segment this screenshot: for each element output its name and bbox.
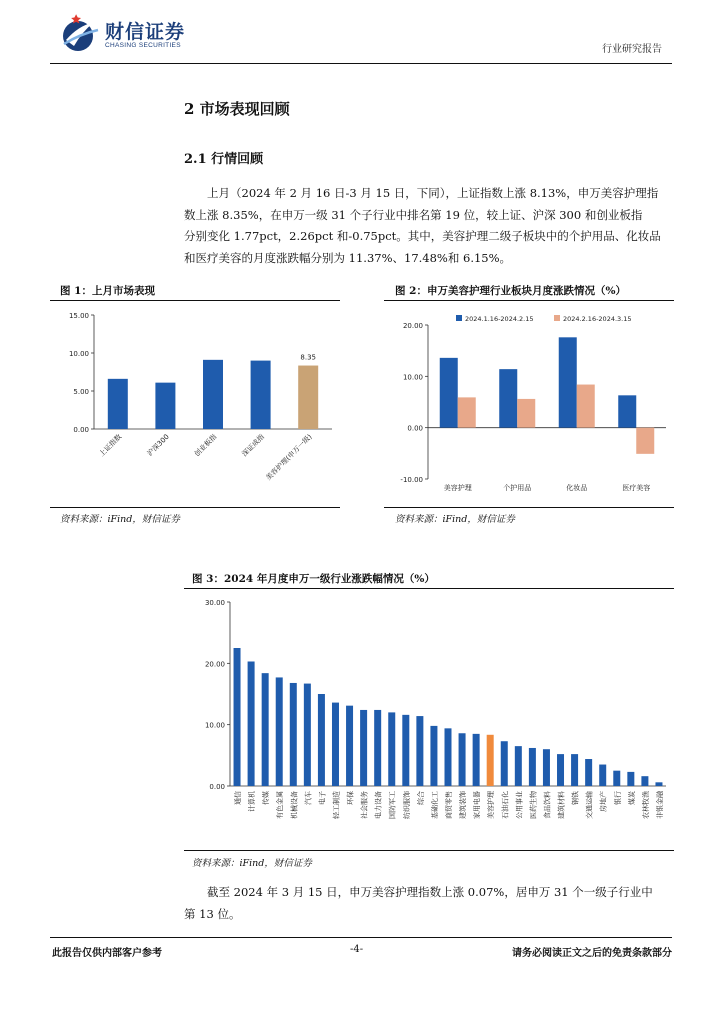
fig1-x-tick-label: 美容护理(申万一级) xyxy=(264,432,314,482)
fig2-bar xyxy=(577,385,595,428)
fig3-bar xyxy=(529,748,536,786)
logo-emblem-icon xyxy=(60,14,100,54)
fig2-y-tick-label: 10.00 xyxy=(402,373,423,382)
fig1-x-tick-label: 沪深300 xyxy=(145,432,171,458)
fig3-x-tick-label: 建筑材料 xyxy=(557,791,566,819)
fig2-beauty-care-chart xyxy=(384,303,674,503)
fig2-bar xyxy=(458,397,476,427)
fig1-bar xyxy=(155,383,175,429)
fig3-x-tick-label: 建筑装饰 xyxy=(459,791,468,819)
fig3-x-tick-label: 商贸零售 xyxy=(445,791,453,819)
fig3-x-tick-label: 电子 xyxy=(318,791,327,805)
fig2-legend-label: 2024.2.16-2024.3.15 xyxy=(563,315,632,323)
closing-paragraph xyxy=(184,882,674,925)
paragraph-line: 数上涨 8.35%，在申万一级 31 个子行业中排名第 19 位，较上证、沪深 300 和创业板指 xyxy=(184,207,643,222)
fig1-bar xyxy=(108,379,128,429)
fig3-bar xyxy=(655,782,662,786)
fig3-bar xyxy=(402,715,409,786)
fig3-bar xyxy=(318,694,325,786)
fig3-bar xyxy=(346,706,353,786)
logo-name-cn: 财信证券 xyxy=(105,21,186,43)
fig3-x-tick-label: 汽车 xyxy=(304,791,313,805)
fig1-top-rule xyxy=(50,300,340,301)
fig1-bar xyxy=(298,366,318,429)
fig2-x-tick-label: 医疗美容 xyxy=(622,484,651,492)
logo-name-en: CHASING SECURITIES xyxy=(105,42,181,49)
fig3-x-tick-label: 传媒 xyxy=(262,791,271,805)
fig3-x-tick-label: 轻工制造 xyxy=(332,791,341,819)
fig2-title: 图 2：申万美容护理行业板块月度涨跌情况（%） xyxy=(395,285,626,297)
fig3-y-tick-label: 10.00 xyxy=(204,721,225,730)
fig3-bar xyxy=(571,754,578,786)
fig3-x-tick-label: 房地产 xyxy=(599,791,608,812)
fig2-top-rule xyxy=(384,300,674,301)
fig2-bar xyxy=(499,369,517,428)
intro-paragraph xyxy=(184,183,674,269)
page-number: -4- xyxy=(350,944,364,955)
fig3-bar xyxy=(501,741,508,786)
fig3-bar xyxy=(641,776,648,786)
fig3-bar xyxy=(459,733,466,786)
fig3-x-tick-label: 银行 xyxy=(613,791,622,805)
fig3-x-tick-label: 通信 xyxy=(234,791,243,805)
fig3-bar xyxy=(388,712,395,786)
fig3-x-tick-label: 综合 xyxy=(416,791,425,805)
fig1-title: 图 1：上月市场表现 xyxy=(60,285,155,297)
fig3-bar xyxy=(290,683,297,786)
fig3-bar xyxy=(430,726,437,786)
fig2-bar xyxy=(636,428,654,454)
footer-disclaimer-right: 请务必阅读正文之后的免责条款部分 xyxy=(512,948,672,959)
fig3-x-tick-label: 煤炭 xyxy=(627,791,636,805)
fig3-bar xyxy=(445,728,452,786)
fig1-y-tick-label: 15.00 xyxy=(68,312,89,320)
fig2-x-tick-label: 化妆品 xyxy=(566,484,588,492)
fig3-bar xyxy=(613,771,620,786)
fig3-x-tick-label: 有色金属 xyxy=(276,791,285,819)
doc-type-label: 行业研究报告 xyxy=(602,44,662,55)
fig3-bar xyxy=(599,765,606,786)
fig3-bar xyxy=(374,710,381,786)
fig1-bar xyxy=(203,360,223,429)
fig3-bar xyxy=(627,772,634,786)
fig3-x-tick-label: 石油石化 xyxy=(501,791,510,819)
header-rule xyxy=(50,63,672,64)
fig3-bar xyxy=(332,703,339,786)
paragraph-line: 截至 2024 年 3 月 15 日，申万美容护理指数上涨 0.07%，居申万 31 个一级子行业中 xyxy=(207,885,653,899)
fig3-x-tick-label: 国防军工 xyxy=(388,791,397,819)
fig3-bar xyxy=(262,673,269,786)
fig3-x-tick-label: 钢铁 xyxy=(571,791,580,805)
fig3-title: 图 3：2024 年月度申万一级行业涨跌幅情况（%） xyxy=(192,573,435,585)
paragraph-line: 第 13 位。 xyxy=(184,906,241,921)
fig2-y-tick-label: 0.00 xyxy=(407,424,423,433)
fig2-legend-swatch xyxy=(554,315,560,321)
fig3-y-tick-label: 20.00 xyxy=(204,660,225,669)
fig3-x-tick-label: 医药生物 xyxy=(529,791,538,819)
fig2-y-tick-label: 20.00 xyxy=(402,322,423,330)
fig2-legend-label: 2024.1.16-2024.2.15 xyxy=(465,315,534,323)
fig3-industry-chart xyxy=(184,590,674,848)
section-subtitle: 2.1 行情回顾 xyxy=(184,152,264,167)
fig3-x-tick-label: 家用电器 xyxy=(473,791,482,819)
fig3-x-tick-label: 非银金融 xyxy=(655,791,664,819)
fig3-y-tick-label: 0.00 xyxy=(209,783,225,791)
fig1-data-label: 8.35 xyxy=(300,353,316,362)
fig3-x-tick-label: 环保 xyxy=(346,791,355,805)
fig3-x-tick-label: 电力设备 xyxy=(374,791,383,819)
fig3-bar xyxy=(487,735,494,786)
fig2-bottom-rule xyxy=(384,507,674,508)
fig1-bar xyxy=(251,361,271,429)
fig2-x-tick-label: 美容护理 xyxy=(443,484,472,492)
fig3-bottom-rule xyxy=(184,850,674,851)
fig2-legend-swatch xyxy=(456,315,462,321)
fig3-bar xyxy=(515,746,522,786)
fig3-bar xyxy=(585,759,592,786)
fig3-bar xyxy=(473,734,480,786)
fig3-source: 资料来源：iFind，财信证券 xyxy=(192,858,312,869)
fig1-source: 资料来源：iFind，财信证券 xyxy=(60,514,180,525)
fig3-x-tick-label: 基础化工 xyxy=(430,791,439,819)
fig3-bar xyxy=(234,648,241,786)
fig3-bar xyxy=(416,716,423,786)
fig3-x-tick-label: 社会服务 xyxy=(360,791,369,819)
fig3-x-tick-label: 美容护理 xyxy=(487,791,496,819)
fig3-top-rule xyxy=(184,588,674,589)
paragraph-line: 上月（2024 年 2 月 16 日-3 月 15 日，下同），上证指数上涨 8.13%，申万美容护理指 xyxy=(207,186,659,200)
fig1-market-chart xyxy=(50,303,340,503)
fig2-y-tick-label: -10.00 xyxy=(400,476,423,484)
fig2-bar xyxy=(559,337,577,427)
section-title: 2 市场表现回顾 xyxy=(184,100,290,118)
fig2-bar xyxy=(618,395,636,427)
fig3-bar xyxy=(248,661,255,786)
paragraph-line: 分别变化 1.77pct，2.26pct 和-0.75pct。其中，美容护理二级子板块中的个护用品、化妆品 xyxy=(184,229,661,243)
fig3-x-tick-label: 计算机 xyxy=(248,791,257,812)
fig1-x-tick-label: 深证成指 xyxy=(240,432,267,459)
fig3-x-tick-label: 公用事业 xyxy=(515,791,524,819)
fig3-x-tick-label: 机械设备 xyxy=(290,791,299,819)
fig3-bar xyxy=(557,754,564,786)
footer-disclaimer-left: 此报告仅供内部客户参考 xyxy=(52,948,162,959)
fig3-x-tick-label: 纺织服饰 xyxy=(402,791,411,819)
fig1-y-tick-label: 10.00 xyxy=(68,350,89,358)
fig1-bottom-rule xyxy=(50,507,340,508)
brand-logo xyxy=(60,14,210,54)
fig2-bar xyxy=(440,358,458,428)
fig2-bar xyxy=(517,399,535,428)
fig3-bar xyxy=(276,677,283,786)
fig3-bar xyxy=(304,684,311,786)
paragraph-line: 和医疗美容的月度涨跌幅分别为 11.37%、17.48%和 6.15%。 xyxy=(184,250,512,265)
fig2-source: 资料来源：iFind，财信证券 xyxy=(395,514,515,525)
fig1-y-tick-label: 5.00 xyxy=(73,388,89,396)
fig3-x-tick-label: 农林牧渔 xyxy=(641,791,650,819)
fig2-x-tick-label: 个护用品 xyxy=(503,484,532,492)
footer-rule xyxy=(50,937,672,938)
fig1-y-tick-label: 0.00 xyxy=(73,426,89,434)
fig3-bar xyxy=(360,710,367,786)
fig3-bar xyxy=(543,749,550,786)
fig3-y-tick-label: 30.00 xyxy=(204,599,225,607)
fig3-x-tick-label: 食品饮料 xyxy=(543,791,552,819)
fig1-x-tick-label: 创业板指 xyxy=(192,432,219,459)
fig1-x-tick-label: 上证指数 xyxy=(97,432,124,459)
fig3-x-tick-label: 交通运输 xyxy=(585,791,594,819)
